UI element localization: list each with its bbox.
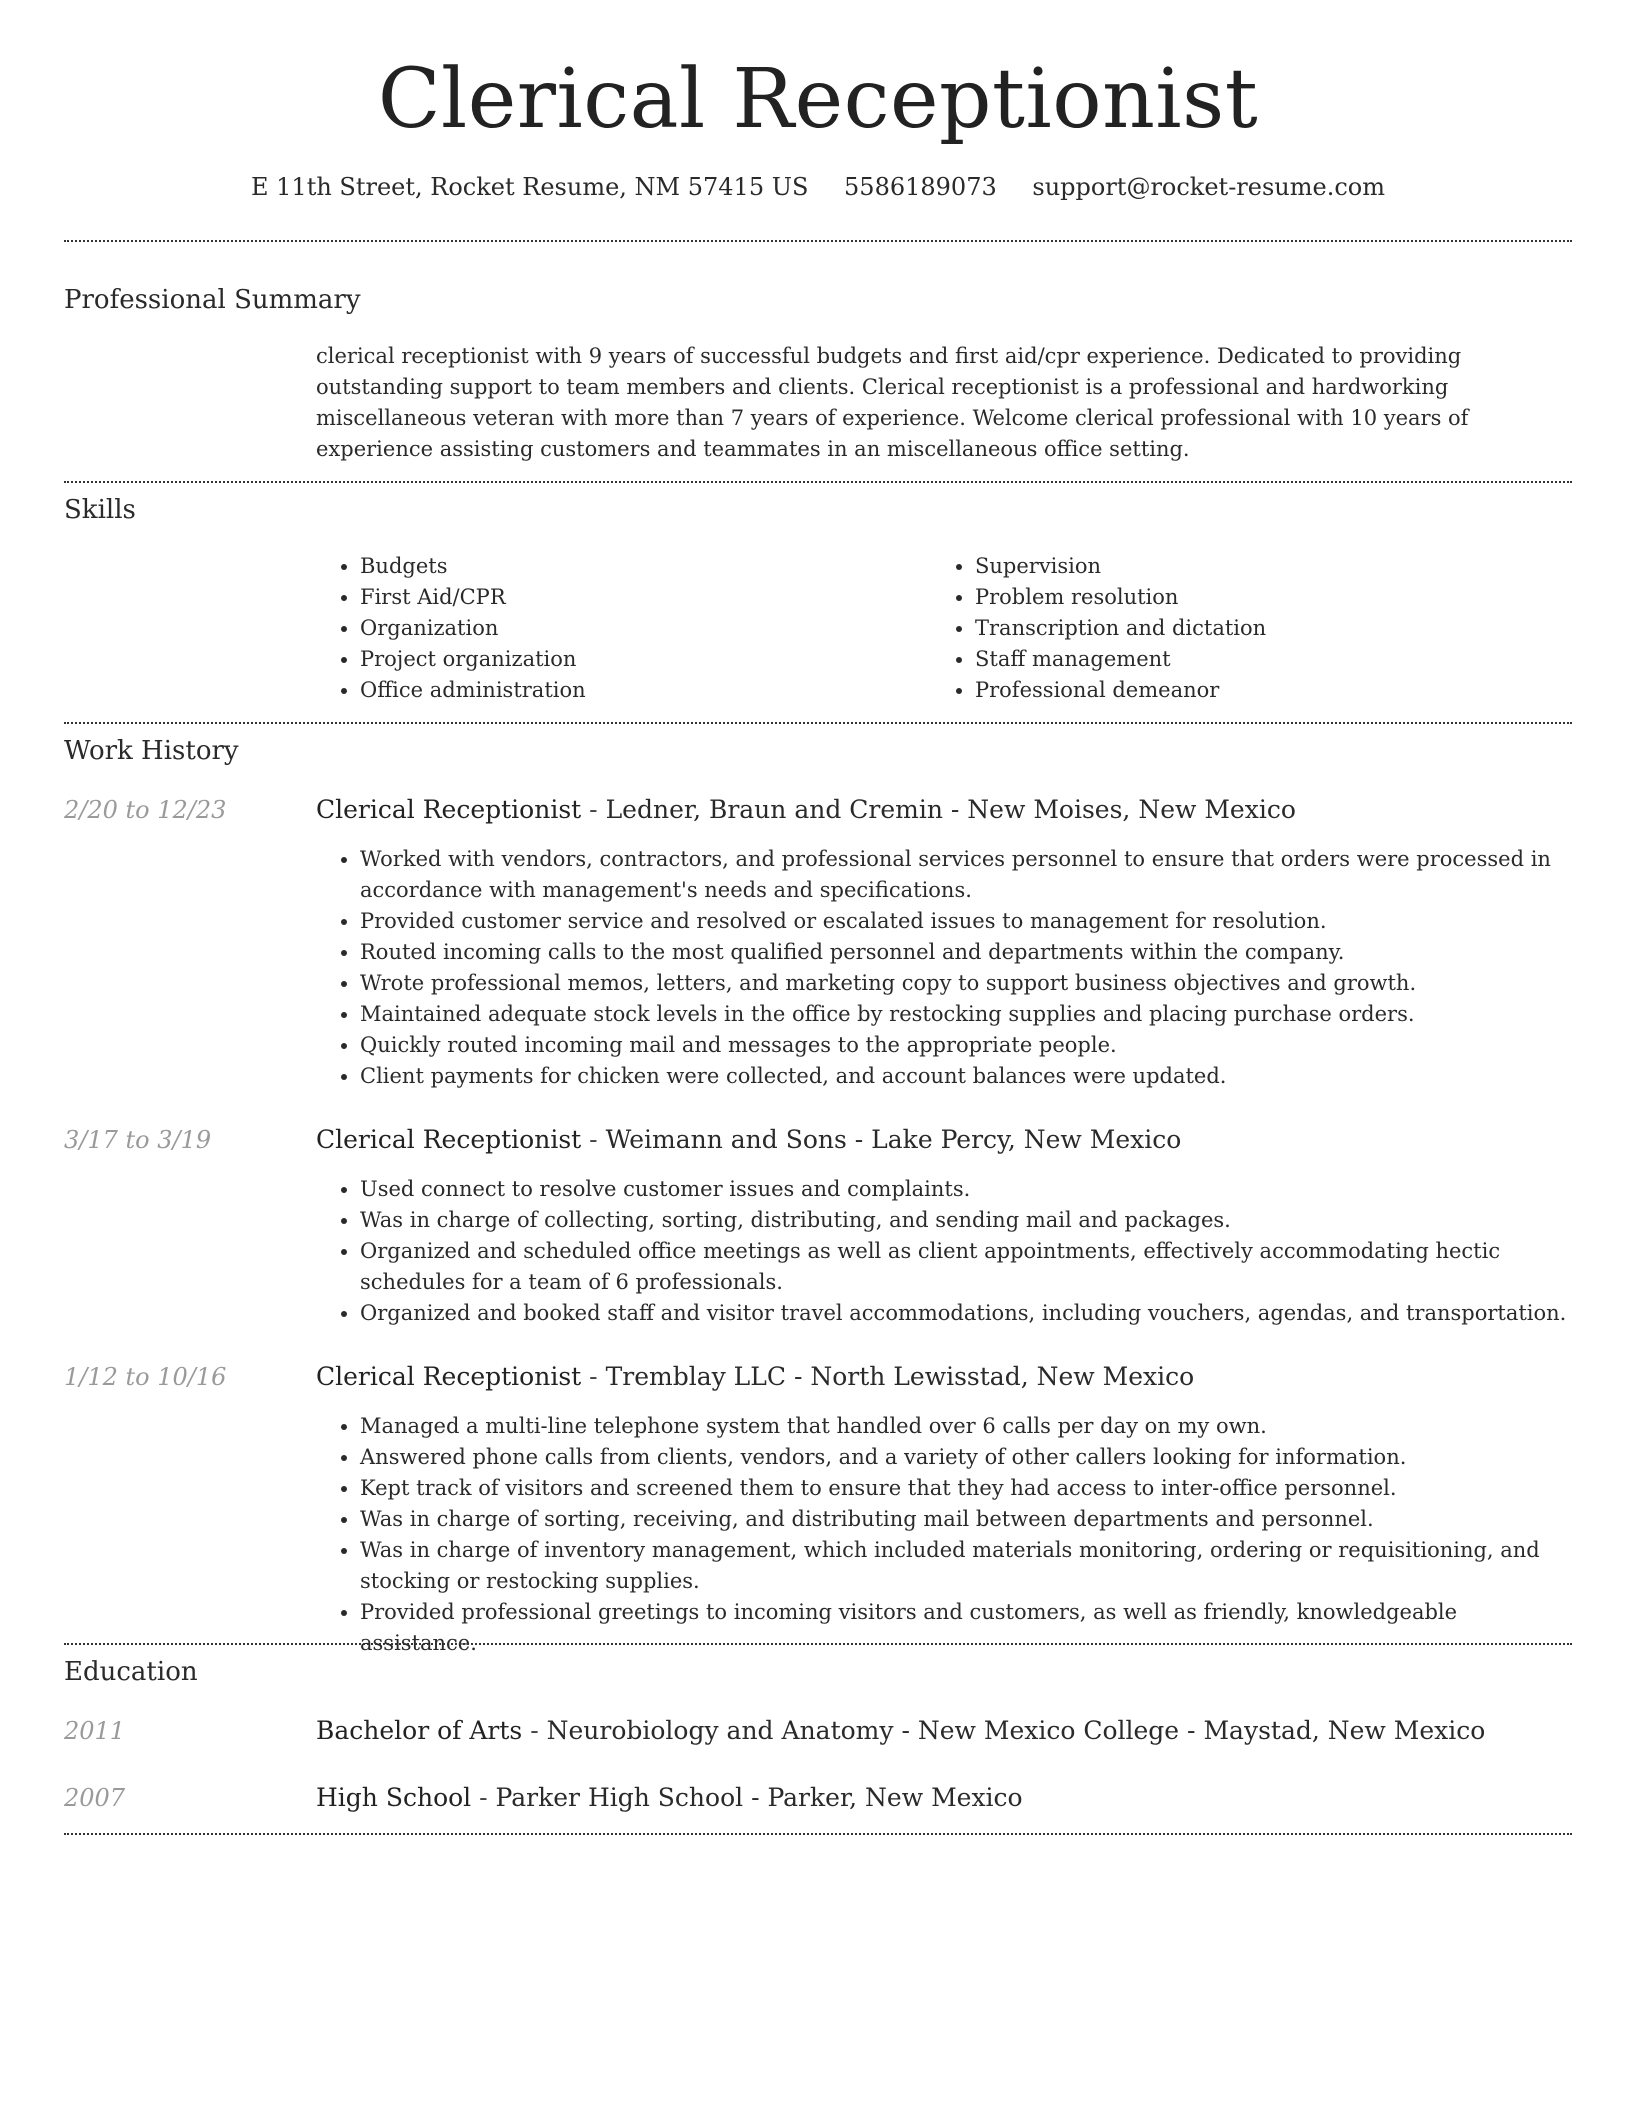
skill-item: • Organization (360, 613, 916, 644)
job-bullet: • Organized and scheduled office meetings as well as client appointments, effectively accommodating hectic schedules for a team of 6 professionals. (360, 1236, 1572, 1298)
job-dates: 3/17 to 3/19 (64, 1126, 212, 1154)
job-bullet: • Provided professional greetings to incoming visitors and customers, as well as friendly, knowledgeable assistance. (360, 1597, 1572, 1659)
phone: 5586189073 (844, 173, 997, 201)
skill-item: • Office administration (360, 675, 916, 706)
job-dates: 1/12 to 10/16 (64, 1363, 227, 1391)
job-title (316, 1360, 1194, 1394)
divider (64, 1833, 1572, 1835)
skill-item: • Professional demeanor (975, 675, 1571, 706)
job-bullet: • Kept track of visitors and screened them to ensure that they had access to inter-office personnel. (360, 1473, 1572, 1504)
job-bullets (316, 844, 1572, 1092)
job-bullet: • Was in charge of inventory management, which included materials monitoring, ordering or requisitioning, and stocking or restocking supplies. (360, 1535, 1572, 1597)
job-bullet: • Answered phone calls from clients, vendors, and a variety of other callers looking for information. (360, 1442, 1572, 1473)
skills-list (316, 551, 1572, 711)
job-title (316, 1123, 1181, 1157)
separator: - (589, 795, 606, 824)
job-role: Clerical Receptionist (316, 795, 582, 824)
education-entry (316, 1714, 1485, 1748)
divider (64, 481, 1572, 483)
address: E 11th Street, Rocket Resume, NM 57415 US (251, 173, 809, 201)
job-bullet: • Worked with vendors, contractors, and professional services personnel to ensure that orders were processed in accordance with management's needs and specifications. (360, 844, 1572, 906)
contact-line (64, 170, 1572, 204)
job-role: Clerical Receptionist (316, 1125, 582, 1154)
skill-item: • Budgets (360, 551, 916, 582)
education-year: 2007 (64, 1784, 126, 1812)
skill-item: • First Aid/CPR (360, 582, 916, 613)
education-details: Neurobiology and Anatomy - New Mexico College - Maystad, New Mexico (546, 1716, 1486, 1745)
candidate-name: Clerical Receptionist (377, 52, 1259, 147)
section-title-work: Work History (64, 736, 239, 766)
job-dates: 2/20 to 12/23 (64, 796, 227, 824)
job-bullet: • Used connect to resolve customer issues and complaints. (360, 1174, 1572, 1205)
job-details: Tremblay LLC - North Lewisstad, New Mexico (605, 1362, 1195, 1391)
education-details: Parker High School - Parker, New Mexico (495, 1783, 1023, 1812)
skill-item: • Problem resolution (975, 582, 1571, 613)
section-title-summary: Professional Summary (64, 285, 361, 315)
skill-item: • Transcription and dictation (975, 613, 1571, 644)
job-bullet: • Routed incoming calls to the most qualified personnel and departments within the company. (360, 937, 1572, 968)
skill-item: • Project organization (360, 644, 916, 675)
job-bullet: • Was in charge of collecting, sorting, distributing, and sending mail and packages. (360, 1205, 1572, 1236)
degree: High School (316, 1783, 472, 1812)
skill-item: • Supervision (975, 551, 1571, 582)
job-bullets (316, 1174, 1572, 1329)
job-details: Ledner, Braun and Cremin - New Moises, New Mexico (605, 795, 1296, 824)
separator: - (530, 1716, 547, 1745)
separator: - (589, 1125, 606, 1154)
skill-item: • Staff management (975, 644, 1571, 675)
skills-column-left (316, 551, 916, 706)
job-title (316, 793, 1296, 827)
job-bullet: • Quickly routed incoming mail and messages to the appropriate people. (360, 1030, 1572, 1061)
divider (64, 240, 1572, 242)
divider (64, 1643, 1572, 1645)
job-bullet: • Maintained adequate stock levels in the office by restocking supplies and placing purchase orders. (360, 999, 1572, 1030)
degree: Bachelor of Arts (316, 1716, 523, 1745)
job-role: Clerical Receptionist (316, 1362, 582, 1391)
job-bullet: • Organized and booked staff and visitor travel accommodations, including vouchers, agendas, and transportation. (360, 1298, 1572, 1329)
email: support@rocket-resume.com (1032, 173, 1385, 201)
job-bullets (316, 1411, 1572, 1659)
skills-column-right (931, 551, 1571, 706)
separator: - (479, 1783, 496, 1812)
job-bullet: • Managed a multi-line telephone system that handled over 6 calls per day on my own. (360, 1411, 1572, 1442)
job-bullet: • Client payments for chicken were collected, and account balances were updated. (360, 1061, 1572, 1092)
job-bullet: • Was in charge of sorting, receiving, and distributing mail between departments and personnel. (360, 1504, 1572, 1535)
section-title-skills: Skills (64, 495, 136, 525)
separator: - (589, 1362, 606, 1391)
education-year: 2011 (64, 1717, 126, 1745)
job-details: Weimann and Sons - Lake Percy, New Mexico (605, 1125, 1182, 1154)
job-bullet: • Provided customer service and resolved or escalated issues to management for resolution. (360, 906, 1572, 937)
summary-text: clerical receptionist with 9 years of successful budgets and first aid/cpr experience. Dedicated to providing outstanding support to team members and clients. Clerical receptionist is a professional and hardworking miscellaneous veteran with more than 7 years of experience. Welcome clerical professional with 10 years of experience assisting customers and teammates in an miscellaneous office setting. (316, 344, 1469, 461)
divider (64, 722, 1572, 724)
section-title-education: Education (64, 1657, 198, 1687)
education-entry (316, 1781, 1023, 1815)
job-bullet: • Wrote professional memos, letters, and marketing copy to support business objectives and growth. (360, 968, 1572, 999)
